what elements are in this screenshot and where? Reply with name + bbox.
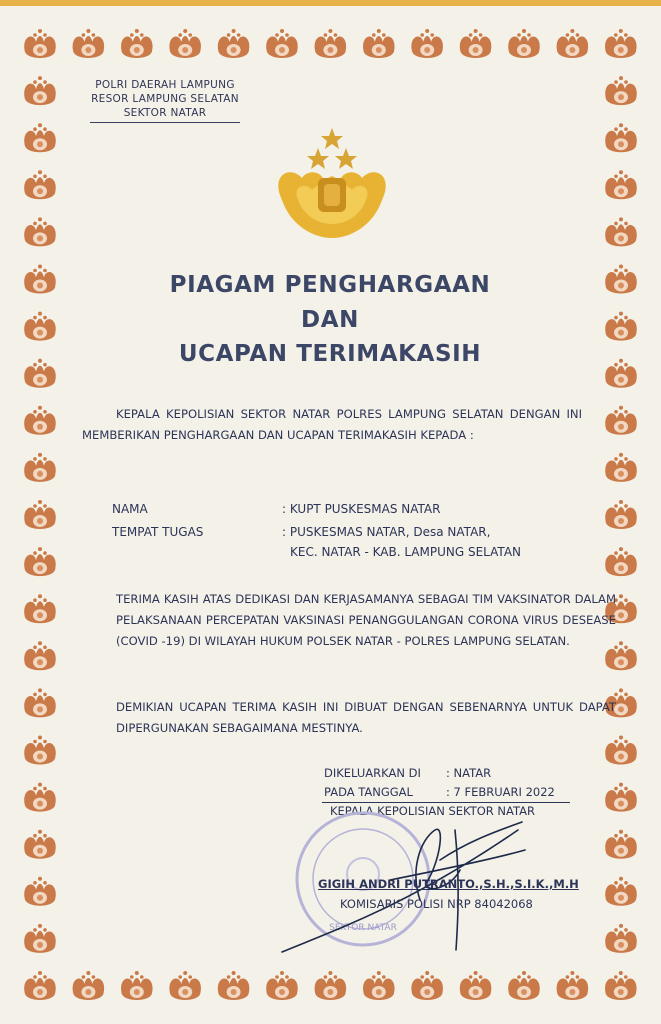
border-ornament-icon — [315, 971, 347, 1000]
border-ornament-icon — [24, 76, 56, 105]
stamp-text: SEKTOR NATAR — [329, 923, 397, 933]
border-ornament-icon — [605, 312, 637, 341]
border-ornament-icon — [24, 312, 56, 341]
border-ornament-icon — [363, 971, 395, 1000]
border-ornament-icon — [266, 971, 298, 1000]
border-ornament-icon — [24, 971, 56, 1000]
border-ornament-icon — [605, 123, 637, 152]
border-ornament-icon — [218, 971, 250, 1000]
border-ornament-icon — [24, 453, 56, 482]
border-ornament-icon — [605, 359, 637, 388]
border-ornament-icon — [605, 500, 637, 529]
header-line-1: POLRI DAERAH LAMPUNG — [95, 79, 235, 91]
border-ornament-icon — [24, 877, 56, 906]
issued-place-value: : NATAR — [446, 766, 492, 780]
border-ornament-icon — [218, 29, 250, 58]
border-ornament-icon — [508, 971, 540, 1000]
issued-place-label: DIKELUARKAN DI — [324, 766, 421, 780]
border-ornament-icon — [24, 688, 56, 717]
border-ornament-icon — [605, 971, 637, 1000]
border-ornament-icon — [605, 924, 637, 953]
border-ornament-icon — [411, 971, 443, 1000]
certificate-title-line-1: PIAGAM PENGHARGAAN — [169, 272, 491, 298]
border-ornament-icon — [605, 877, 637, 906]
border-ornament-icon — [508, 29, 540, 58]
border-ornament-icon — [121, 29, 153, 58]
border-ornament-icon — [605, 736, 637, 765]
border-ornament-icon — [24, 500, 56, 529]
border-ornament-icon — [24, 123, 56, 152]
header-underline — [90, 122, 240, 123]
border-ornament-icon — [24, 217, 56, 246]
border-ornament-icon — [121, 971, 153, 1000]
name-label: NAMA — [112, 502, 148, 516]
border-ornament-icon — [605, 453, 637, 482]
border-ornament-icon — [605, 217, 637, 246]
workplace-value-1: : PUSKESMAS NATAR, Desa NATAR, — [282, 525, 491, 539]
border-ornament-icon — [169, 29, 201, 58]
border-ornament-icon — [24, 736, 56, 765]
header-line-3: SEKTOR NATAR — [123, 107, 207, 119]
border-ornament-icon — [73, 29, 105, 58]
border-ornament-icon — [605, 830, 637, 859]
border-ornament-icon — [169, 971, 201, 1000]
header-line-2: RESOR LAMPUNG SELATAN — [91, 93, 239, 105]
police-emblem-icon — [262, 120, 402, 250]
border-ornament-icon — [315, 29, 347, 58]
certificate-title-line-2: DAN — [301, 307, 359, 333]
workplace-value-2: KEC. NATAR - KAB. LAMPUNG SELATAN — [290, 545, 521, 559]
issuing-office-title: KEPALA KEPOLISIAN SEKTOR NATAR — [330, 804, 535, 818]
border-ornament-icon — [24, 547, 56, 576]
border-ornament-icon — [605, 265, 637, 294]
border-ornament-icon — [460, 29, 492, 58]
closing-paragraph: DEMIKIAN UCAPAN TERIMA KASIH INI DIBUAT DENGAN SEBENARNYA UNTUK DAPAT DIPERGUNAKAN SEBAGAIMANA MESTINYA. — [116, 700, 616, 735]
border-ornament-icon — [605, 29, 637, 58]
border-ornament-icon — [24, 783, 56, 812]
signatory-rank: KOMISARIS POLISI NRP 84042068 — [340, 897, 533, 911]
border-ornament-icon — [24, 924, 56, 953]
intro-rest: SELATAN DENGAN INI MEMBERIKAN PENGHARGAAN DAN UCAPAN TERIMAKASIH KEPADA : — [82, 407, 583, 442]
name-value: : KUPT PUSKESMAS NATAR — [282, 502, 441, 516]
border-ornament-icon — [363, 29, 395, 58]
border-ornament-icon — [460, 971, 492, 1000]
issued-date-label: PADA TANGGAL — [324, 785, 413, 799]
intro-lead: KEPALA KEPOLISIAN SEKTOR NATAR POLRES LAMPUNG — [116, 407, 446, 421]
border-ornament-icon — [605, 76, 637, 105]
issuing-office — [70, 78, 260, 123]
border-ornament-icon — [24, 641, 56, 670]
border-ornament-icon — [24, 170, 56, 199]
border-ornament-icon — [605, 783, 637, 812]
border-ornament-icon — [73, 971, 105, 1000]
border-ornament-icon — [605, 170, 637, 199]
border-ornament-icon — [24, 359, 56, 388]
border-ornament-icon — [266, 29, 298, 58]
border-ornament-icon — [557, 971, 589, 1000]
thanks-paragraph: TERIMA KASIH ATAS DEDIKASI DAN KERJASAMANYA SEBAGAI TIM VAKSINATOR DALAM PELAKSANAAN PERCEPATAN VAKSINASI PENANGGULANGAN CORONA VIRUS DESEASE (COVID -19) DI WILAYAH HUKUM POLSEK NATAR - POLRES LAMPUNG SELATAN. — [116, 592, 616, 648]
border-ornament-icon — [24, 265, 56, 294]
border-ornament-icon — [411, 29, 443, 58]
border-ornament-icon — [24, 830, 56, 859]
workplace-label: TEMPAT TUGAS — [112, 525, 204, 539]
border-ornament-icon — [24, 594, 56, 623]
star-icon — [307, 148, 329, 169]
border-ornament-icon — [557, 29, 589, 58]
signatory-name: GIGIH ANDRI PUTRANTO.,S.H.,S.I.K.,M.H — [318, 877, 579, 891]
intro-paragraph — [82, 404, 582, 446]
certificate-title-line-3: UCAPAN TERIMAKASIH — [178, 341, 482, 367]
star-icon — [321, 128, 343, 149]
star-icon — [335, 148, 357, 169]
issued-date-value: : 7 FEBRUARI 2022 — [446, 785, 555, 799]
border-ornament-icon — [605, 547, 637, 576]
border-ornament-icon — [605, 406, 637, 435]
border-ornament-icon — [24, 406, 56, 435]
border-ornament-icon — [24, 29, 56, 58]
